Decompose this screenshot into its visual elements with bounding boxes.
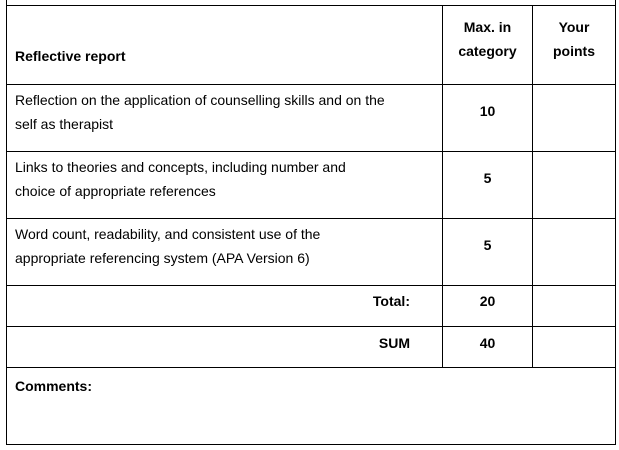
rule bbox=[6, 326, 616, 327]
rule bbox=[6, 84, 616, 85]
your-points-cell[interactable] bbox=[533, 99, 615, 123]
points-column-header-line2: points bbox=[553, 43, 595, 59]
rule bbox=[6, 444, 616, 445]
max-points-value: 5 bbox=[483, 170, 492, 186]
points-column-header-line1: Your bbox=[558, 19, 590, 35]
section-title: Reflective report bbox=[15, 48, 126, 64]
total-max-value: 20 bbox=[479, 293, 496, 309]
your-points-cell[interactable] bbox=[533, 166, 615, 190]
criterion-text: Word count, readability, and consistent use of the bbox=[15, 226, 321, 242]
max-column-header-line1: Max. in bbox=[463, 19, 512, 35]
rule bbox=[6, 0, 7, 445]
your-points-cell[interactable] bbox=[533, 233, 615, 257]
comments-field[interactable] bbox=[15, 398, 605, 438]
max-points-value: 5 bbox=[483, 237, 492, 253]
sum-label: SUM bbox=[378, 335, 410, 351]
criterion-text: choice of appropriate references bbox=[15, 183, 216, 199]
rule bbox=[6, 218, 616, 219]
max-column-header-line2: category bbox=[458, 43, 517, 59]
criterion-text: appropriate referencing system (APA Version 6) bbox=[15, 250, 310, 266]
rule bbox=[6, 5, 616, 6]
rule bbox=[6, 285, 616, 286]
total-your-points-cell[interactable] bbox=[533, 289, 615, 313]
criterion-text: Reflection on the application of counselling skills and on the bbox=[15, 92, 385, 108]
rule bbox=[6, 367, 616, 368]
rule bbox=[6, 151, 616, 152]
sum-max-value: 40 bbox=[479, 335, 496, 351]
criterion-text: self as therapist bbox=[15, 116, 114, 132]
sum-your-points-cell[interactable] bbox=[533, 331, 615, 355]
criterion-text: Links to theories and concepts, including number and bbox=[15, 159, 346, 175]
max-points-value: 10 bbox=[479, 103, 496, 119]
total-label: Total: bbox=[372, 293, 410, 309]
rule bbox=[615, 0, 616, 445]
comments-label: Comments: bbox=[15, 378, 93, 394]
